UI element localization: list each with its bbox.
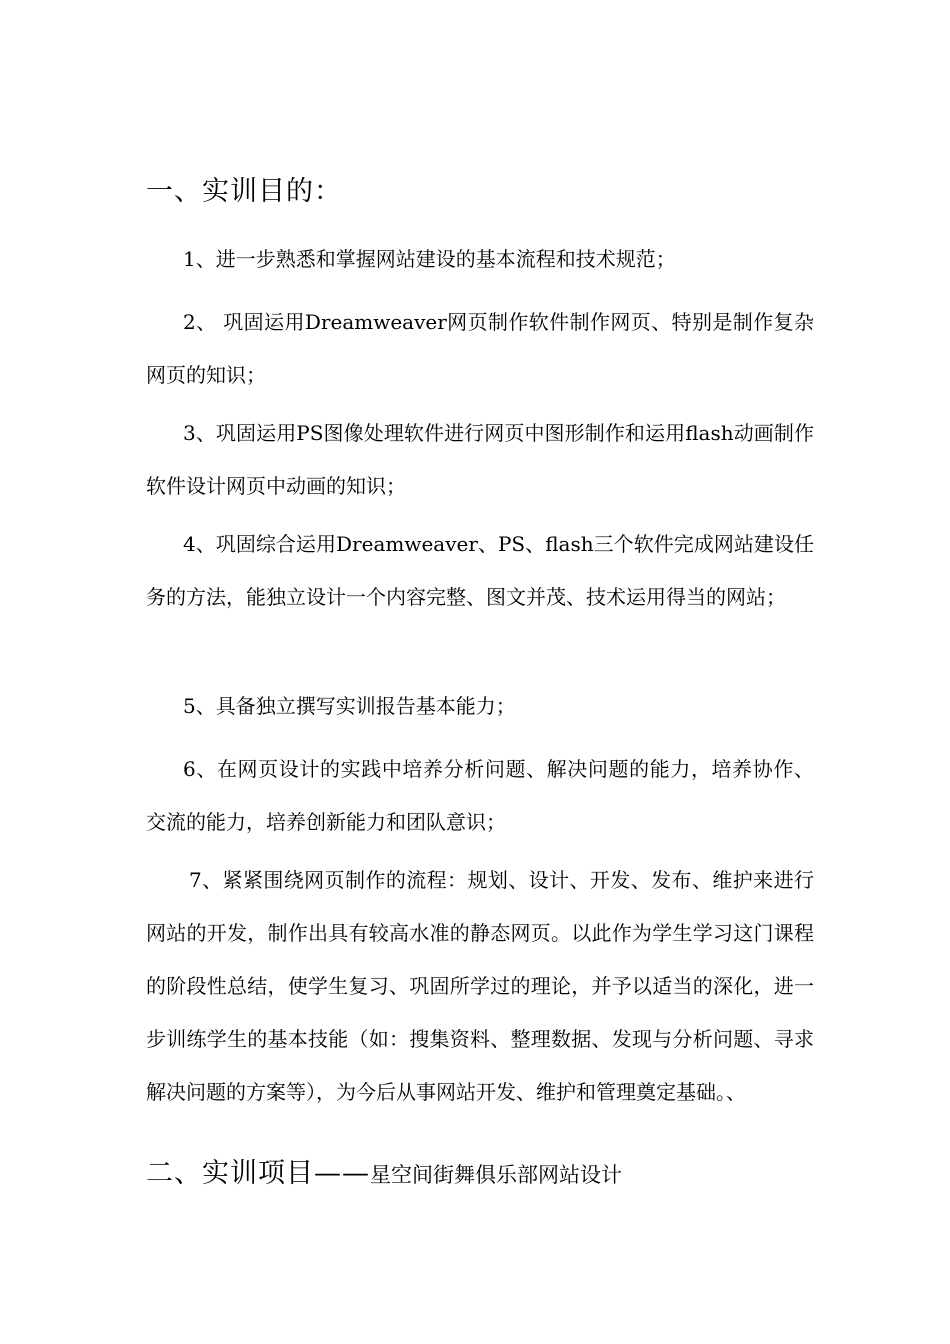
objective-item-4: 4、巩固综合运用Dreamweaver、PS、flash三个软件完成网站建设任务的方法，能独立设计一个内容完整、图文并茂、技术运用得当的网站； bbox=[146, 532, 814, 609]
objective-item-7: 7、紧紧围绕网页制作的流程：规划、设计、开发、发布、维护来进行网站的开发，制作出具有较高水准的静态网页。以此作为学生学习这门课程的阶段性总结，使学生复习、巩固所学过的理论，并予以适当的深化，进一步训练学生的基本技能（如：搜集资料、整理数据、发现与分析问题、寻求解决问题的方案等），为今后从事网站开发、维护和管理奠定基础。、 bbox=[146, 868, 814, 1104]
section-heading-project bbox=[146, 1152, 622, 1197]
objective-item-5: 5、具备独立撰写实训报告基本能力； bbox=[183, 694, 516, 718]
objective-item-2: 2、 巩固运用Dreamweaver网页制作软件制作网页、特别是制作复杂网页的知识； bbox=[146, 310, 814, 387]
objective-item-3: 3、巩固运用PS图像处理软件进行网页中图形制作和运用flash动画制作软件设计网页中动画的知识； bbox=[146, 421, 814, 498]
project-heading-label: 二、实训项目—— bbox=[146, 1158, 370, 1189]
section-heading-objectives: 一、实训目的： bbox=[146, 176, 342, 207]
project-title: 星空间街舞俱乐部网站设计 bbox=[370, 1163, 622, 1187]
objective-item-6: 6、在网页设计的实践中培养分析问题、解决问题的能力，培养协作、交流的能力，培养创新能力和团队意识； bbox=[146, 757, 814, 834]
objective-item-1: 1、进一步熟悉和掌握网站建设的基本流程和技术规范； bbox=[183, 247, 676, 271]
